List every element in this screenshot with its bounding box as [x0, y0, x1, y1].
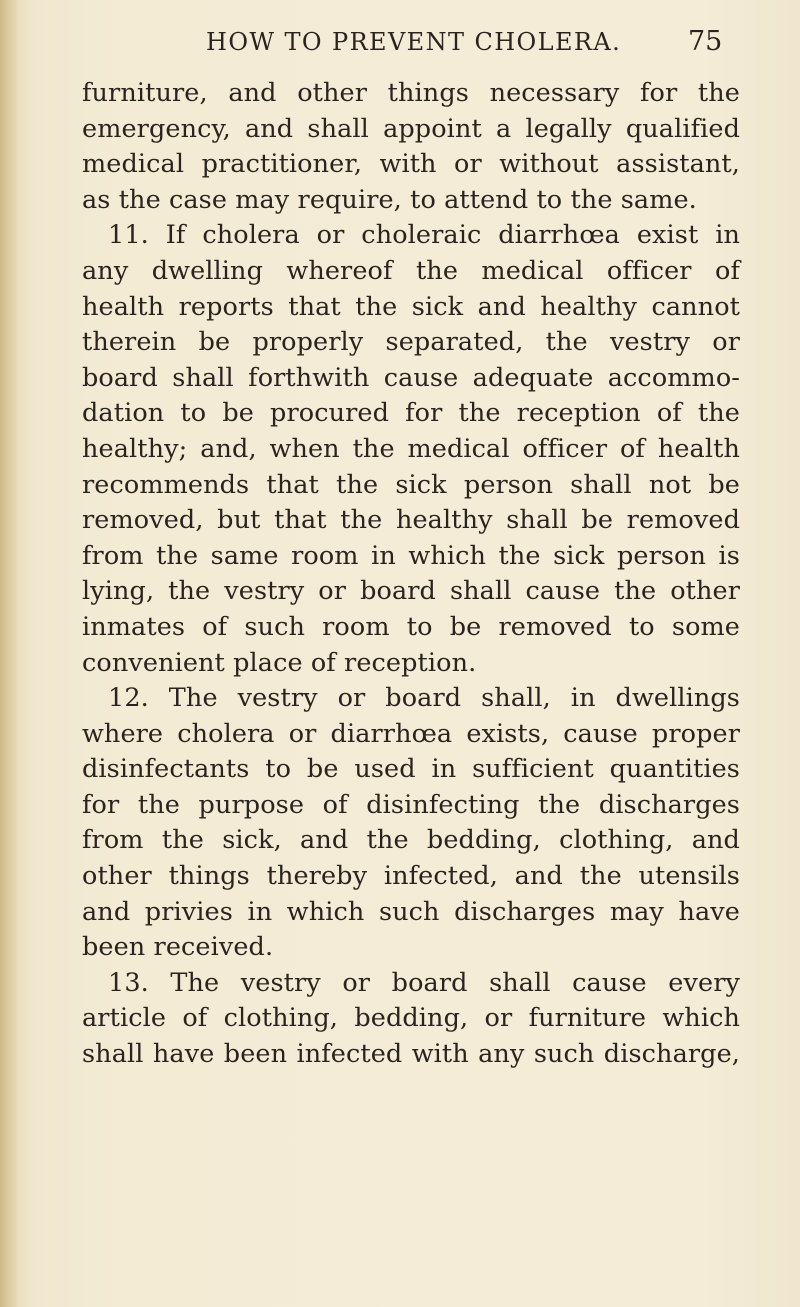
text-line: healthy; and, when the medical officer of health — [82, 433, 740, 464]
text-line: from the sick, and the bedding, clothing, and — [82, 825, 740, 856]
paragraph-13-start: 13. The vestry or board shall cause every — [108, 967, 740, 998]
paragraph-11-start: 11. If cholera or choleraic diarrhœa exist in — [108, 220, 740, 251]
text-line: where cholera or diarrhœa exists, cause proper — [82, 718, 740, 749]
text-line: from the same room in which the sick person is — [82, 540, 740, 571]
text-line: and privies in which such discharges may have — [82, 896, 740, 927]
text-line: as the case may require, to attend to the same. — [82, 184, 697, 215]
text-line: furniture, and other things necessary for the — [82, 78, 740, 108]
text-line: lying, the vestry or board shall cause the other — [82, 576, 740, 607]
running-head — [0, 22, 800, 62]
text-line: dation to be procured for the reception of the — [82, 398, 740, 429]
text-line: health reports that the sick and healthy cannot — [82, 291, 740, 322]
text-line: shall have been infected with any such discharge, — [82, 1039, 740, 1070]
text-line: for the purpose of disinfecting the discharges — [82, 789, 740, 820]
text-line: recommends that the sick person shall not be — [82, 469, 740, 500]
text-line: medical practitioner, with or without assistant, — [82, 149, 740, 180]
paragraph-12-start: 12. The vestry or board shall, in dwellings — [108, 683, 740, 714]
text-line: other things thereby infected, and the utensils — [82, 861, 740, 892]
text-line: removed, but that the healthy shall be removed — [82, 505, 740, 536]
text-line: emergency, and shall appoint a legally qualified — [82, 113, 740, 144]
page-gutter-shadow — [0, 0, 18, 1307]
text-line: convenient place of reception. — [82, 647, 477, 678]
running-title: HOW TO PREVENT CHOLERA. — [206, 28, 622, 56]
text-line: therein be properly separated, the vestry or — [82, 327, 740, 358]
text-line: any dwelling whereof the medical officer of — [82, 255, 740, 286]
text-line: article of clothing, bedding, or furniture which — [82, 1003, 740, 1034]
text-line: board shall forthwith cause adequate accommo- — [82, 362, 740, 393]
body-text — [82, 76, 740, 1073]
text-line: disinfectants to be used in sufficient quantities — [82, 754, 740, 785]
page-number: 75 — [688, 26, 723, 57]
text-line: been received. — [82, 932, 274, 963]
text-line: inmates of such room to be removed to some — [82, 611, 740, 642]
